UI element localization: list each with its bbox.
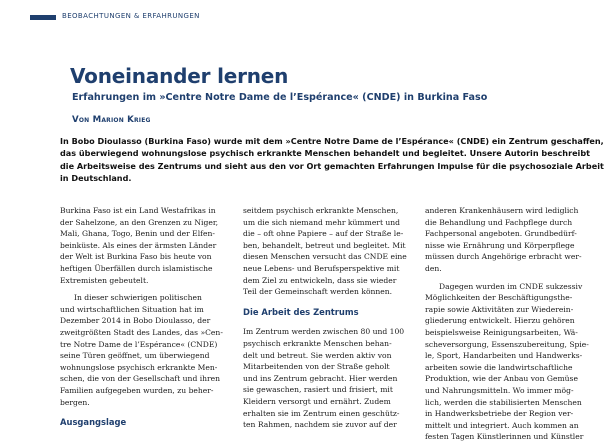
paragraph xyxy=(60,205,230,286)
text-line: Im Zentrum werden zwischen 80 und 100 xyxy=(243,327,405,337)
text-line: delt und betreut. Sie werden aktiv von xyxy=(243,350,392,360)
text-column-2 xyxy=(243,205,413,431)
text-line: Familien aufgegeben wurden, zu beher- xyxy=(60,385,214,395)
text-line: Kleidern versorgt und ernährt. Zudem xyxy=(243,396,391,406)
section-heading: Die Arbeit des Zentrums xyxy=(243,306,359,317)
text-line: le, Sport, Handarbeiten und Handwerks- xyxy=(425,351,583,361)
article-author: Von Marion Krieg xyxy=(72,115,151,125)
text-line: diesen Menschen versucht das CNDE eine xyxy=(243,252,407,262)
text-line: zweitgrößten Stadt des Landes, das »Cen- xyxy=(60,327,223,337)
text-line: gliederung entwickelt. Hierzu gehören xyxy=(425,316,575,326)
text-line: beinküste. Als eines der ärmsten Länder xyxy=(60,240,217,250)
text-line: Fachpersonal angeboten. Grundbedürf- xyxy=(425,229,577,239)
text-line: heftigen Überfällen durch islamistische xyxy=(60,263,213,273)
text-line: ben, behandelt, betreut und begleitet. Mit xyxy=(243,240,406,250)
text-line: nisse wie Ernährung und Körperpflege xyxy=(425,240,575,250)
text-line: Produktion, wie der Anbau von Gemüse xyxy=(425,374,578,384)
lead-line: die Arbeitsweise des Zentrums und sieht aus den vor Ort gemachten Erfahrungen Impulse für die psychosoziale Arbeit xyxy=(60,160,604,171)
text-line: festen Tagen Künstlerinnen und Künstler xyxy=(425,432,584,442)
paragraph xyxy=(425,205,605,275)
section-color-bar xyxy=(30,15,56,20)
text-line: Möglichkeiten der Beschäftigungsthe- xyxy=(425,293,573,303)
text-line: wohnungslose psychisch erkrankte Men- xyxy=(60,362,218,372)
text-line: ten Rahmen, nachdem sie zuvor auf der xyxy=(243,420,397,430)
lead-line: das überwiegend wohnungslose psychisch erkrankte Menschen behandelt und begleitet. Unsere Autorin beschreibt xyxy=(60,148,590,159)
text-line: seine Türen geöffnet, um überwiegend xyxy=(60,351,210,361)
article-lead xyxy=(60,135,608,184)
text-line: schen, die von der Gesellschaft und ihren xyxy=(60,374,221,384)
text-line: die Behandlung und Fachpflege durch xyxy=(425,217,573,227)
text-line: bergen. xyxy=(60,397,90,407)
article-title: Voneinander lernen xyxy=(70,64,289,88)
text-line: lich, werden die stabilisierten Menschen xyxy=(425,397,582,407)
text-line: die – oft ohne Papiere – auf der Straße le- xyxy=(243,229,404,239)
text-line: In dieser schwierigen politischen xyxy=(74,293,202,303)
lead-line: In Bobo Dioulasso (Burkina Faso) wurde mit dem »Centre Notre Dame de l’Espérance« (CNDE) ein Zentrum geschaffen, xyxy=(60,136,604,146)
text-column-3 xyxy=(425,205,605,443)
text-line: und wirtschaftlichen Situation hat im xyxy=(60,304,204,314)
text-line: Dezember 2014 in Bobo Dioulasso, der xyxy=(60,316,211,326)
text-line: neue Lebens- und Berufsperspektive mit xyxy=(243,263,400,273)
paragraph xyxy=(425,281,605,443)
text-line: psychisch erkrankte Menschen behan- xyxy=(243,338,392,348)
text-column-1 xyxy=(60,205,230,437)
section-label: BEOBACHTUNGEN & ERFAHRUNGEN xyxy=(62,12,200,20)
text-line: dem Ziel zu entwickeln, dass sie wieder xyxy=(243,275,397,285)
text-line: um die sich niemand mehr kümmert und xyxy=(243,217,401,227)
text-line: scheversorgung, Essenszubereitung, Spie- xyxy=(425,339,589,349)
lead-line: in Deutschland. xyxy=(60,172,132,183)
text-line: Mali, Ghana, Togo, Benin und der Elfen- xyxy=(60,229,215,239)
text-line: tre Notre Dame de l’Espérance« (CNDE) xyxy=(60,339,218,349)
text-line: rapie sowie Aktivitäten zur Wiederein- xyxy=(425,304,574,314)
text-line: arbeiten sowie die landwirtschaftliche xyxy=(425,362,573,372)
section-heading: Ausgangslage xyxy=(60,417,127,428)
text-line: der Welt ist Burkina Faso bis heute von xyxy=(60,252,212,262)
text-line: beispielsweise Reinigungsarbeiten, Wä- xyxy=(425,327,578,337)
text-line: Extremisten gebeutelt. xyxy=(60,275,149,285)
text-line: der Sahelzone, an den Grenzen zu Niger, xyxy=(60,217,219,227)
article-subtitle: Erfahrungen im »Centre Notre Dame de l’Espérance« (CNDE) in Burkina Faso xyxy=(72,92,488,103)
text-line: in Handwerksbetriebe der Region ver- xyxy=(425,409,574,419)
text-line: seitdem psychisch erkrankte Menschen, xyxy=(243,206,399,215)
text-line: mittelt und integriert. Auch kommen an xyxy=(425,420,579,430)
text-line: den. xyxy=(425,263,442,273)
text-line: und ins Zentrum gebracht. Hier werden xyxy=(243,373,398,383)
text-line: Dagegen wurden im CNDE sukzessiv xyxy=(439,281,583,291)
text-line: anderen Krankenhäusern wird lediglich xyxy=(425,206,579,215)
text-line: müssen durch Angehörige erbracht wer- xyxy=(425,252,582,262)
text-line: und Nahrungsmitteln. Wo immer mög- xyxy=(425,385,574,395)
text-line: erhalten sie im Zentrum einen geschütz- xyxy=(243,408,400,418)
paragraph xyxy=(243,205,413,298)
text-line: Teil der Gemeinschaft werden können. xyxy=(243,287,393,297)
text-line: Burkina Faso ist ein Land Westafrikas in xyxy=(60,206,216,215)
paragraph xyxy=(60,292,230,408)
text-line: sie gewaschen, rasiert und frisiert, mit xyxy=(243,385,393,395)
text-line: Mitarbeitenden von der Straße geholt xyxy=(243,362,390,372)
paragraph xyxy=(243,326,413,430)
